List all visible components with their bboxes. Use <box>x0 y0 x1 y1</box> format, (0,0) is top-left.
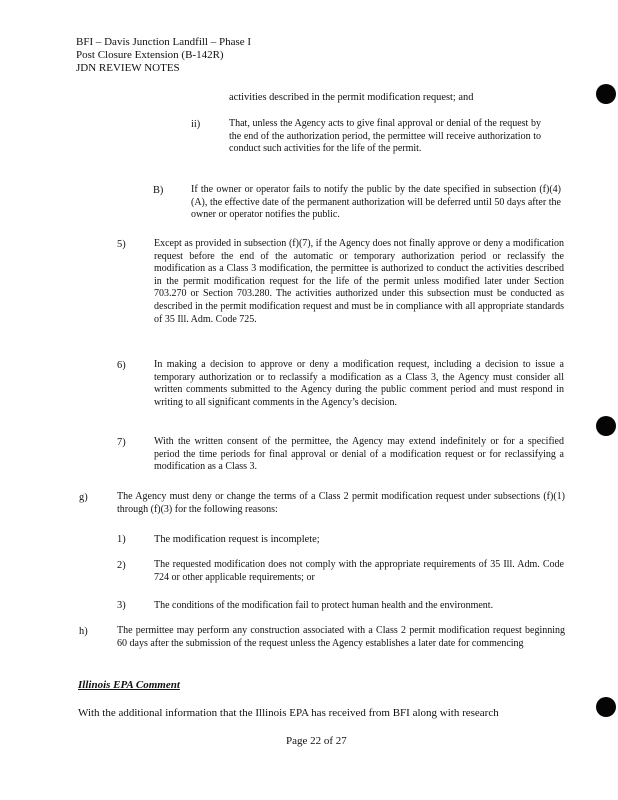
item-h-label: h) <box>79 626 88 637</box>
item-g2-text: The requested modification does not comply with the appropriate requirements of 35 Ill. Adm. Code 724 or other applicable requirements; or <box>154 559 564 583</box>
punch-hole-bottom <box>596 697 616 717</box>
header-line-1: BFI – Davis Junction Landfill – Phase I <box>76 36 252 48</box>
item-b-label: B) <box>153 185 164 196</box>
item-7-text: With the written consent of the permittee, the Agency may extend indefinitely or for a specified period the time periods for final approval or denial of a modification request or for reclassifying a modification as a Class 3. <box>154 436 564 473</box>
item-g2-label: 2) <box>117 560 126 571</box>
item-ii-label: ii) <box>191 119 201 130</box>
continued-text: activities described in the permit modification request; and <box>229 92 474 103</box>
item-g-label: g) <box>79 492 88 503</box>
item-g-text: The Agency must deny or change the terms of a Class 2 permit modification request under subsections (f)(1) through (f)(3) for the following reasons: <box>117 491 565 515</box>
header-line-3: JDN REVIEW NOTES <box>76 62 180 74</box>
item-g1-label: 1) <box>117 534 126 545</box>
header-line-2: Post Closure Extension (B-142R) <box>76 49 224 61</box>
comment-text: With the additional information that the Illinois EPA has received from BFI along with research <box>78 707 499 719</box>
comment-heading: Illinois EPA Comment <box>78 679 180 691</box>
item-g3-label: 3) <box>117 600 126 611</box>
item-h-text: The permittee may perform any construction associated with a Class 2 permit modification request beginning 60 days after the submission of the request unless the Agency establishes a later date for commencing <box>117 625 565 649</box>
item-6-text: In making a decision to approve or deny a modification request, including a decision to issue a temporary authorization or to reclassify a modification as a Class 3, the Agency must consider all written comments submitted to the Agency during the public comment period and must respond in writing to all significant comments in the Agency’s decision. <box>154 359 564 408</box>
item-5-label: 5) <box>117 239 126 250</box>
item-g3-text: The conditions of the modification fail to protect human health and the environment. <box>154 600 494 611</box>
punch-hole-middle <box>596 416 616 436</box>
item-b-text: If the owner or operator fails to notify the public by the date specified in subsection (f)(4)(A), the effective date of the permanent authorization will be deferred until 50 days after the owner or operator notifies the public. <box>191 184 561 221</box>
item-ii-text: That, unless the Agency acts to give final approval or denial of the request by the end of the authorization period, the permittee will receive authorization to conduct such activities for the life of the permit. <box>229 118 541 155</box>
item-7-label: 7) <box>117 437 126 448</box>
item-6-label: 6) <box>117 360 126 371</box>
page-number: Page 22 of 27 <box>286 735 347 747</box>
item-g1-text: The modification request is incomplete; <box>154 534 320 545</box>
item-5-text: Except as provided in subsection (f)(7), if the Agency does not finally approve or deny a modification request before the end of the automatic or temporary authorization period or reclassify the modification as a Class 3 modification, the permittee is authorized to conduct the activities described in the permit modification request for the life of the permit unless modified later under Section 703.270 or Section 703.280. The activities authorized under this subsection must be conducted as described in the permit modification request and must be in compliance with all appropriate standards of 35 Ill. Adm. Code 725. <box>154 238 564 325</box>
punch-hole-top <box>596 84 616 104</box>
